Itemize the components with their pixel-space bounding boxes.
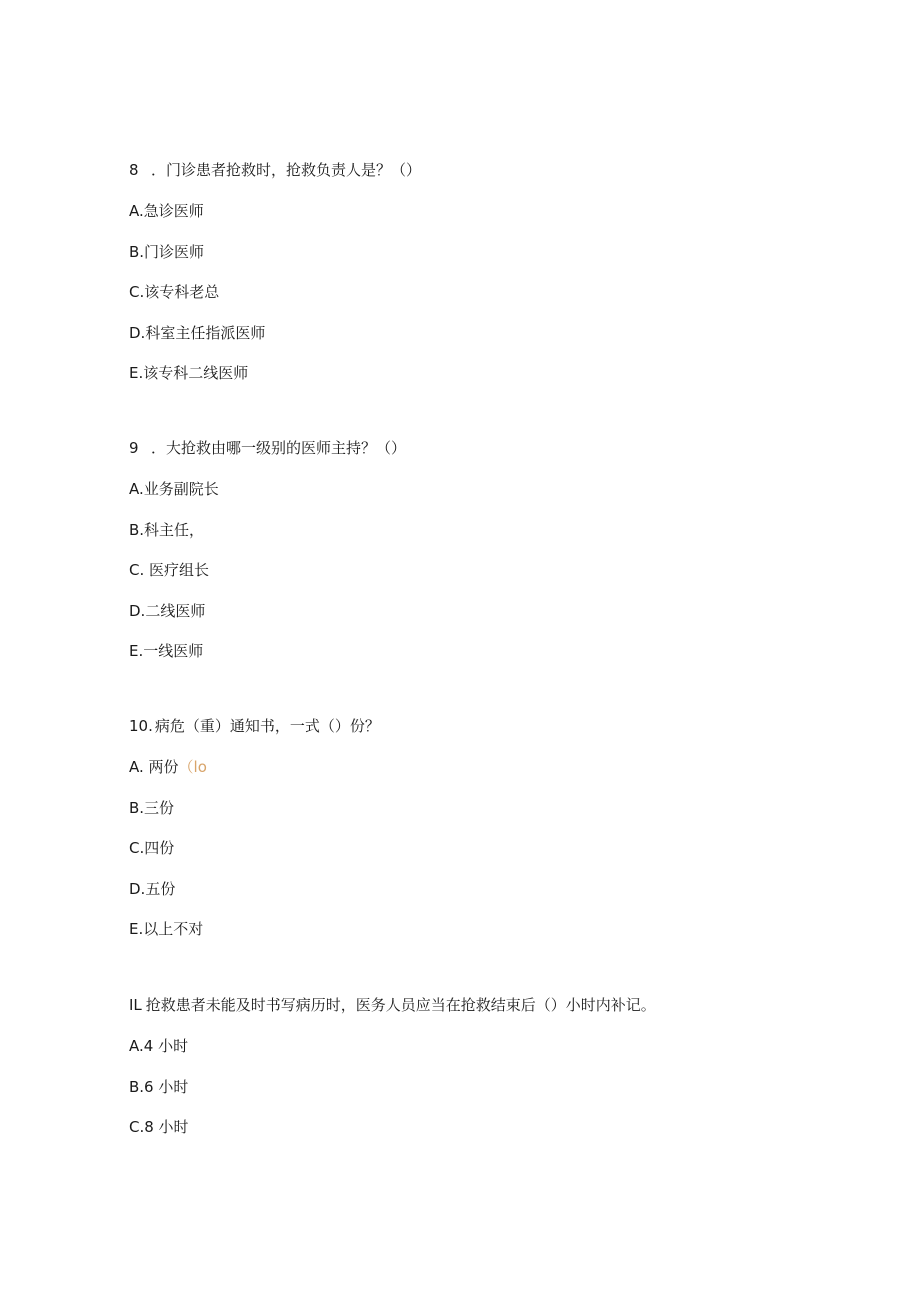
question-text: ．大抢救由哪一级别的医师主持？（） <box>151 439 407 457</box>
option-e: E.一线医师 <box>129 642 204 660</box>
question-number: 9 <box>129 439 139 457</box>
option-a-text: A. 两份 <box>129 758 179 776</box>
option-a <box>129 757 380 777</box>
option-a: A.业务副院长 <box>129 480 219 498</box>
option-c: C.该专科老总 <box>129 283 220 301</box>
option-d: D.二线医师 <box>129 601 206 620</box>
option-e: E.以上不对 <box>129 920 204 938</box>
option-a-faint-mark: （lo <box>178 758 207 776</box>
option-b: B.6 小时 <box>129 1077 189 1096</box>
option-b: B.门诊医师 <box>129 242 205 261</box>
question-text: 病危（重）通知书，一式（）份？ <box>154 717 380 735</box>
option-d: D.科室主任指派医师 <box>129 323 266 342</box>
question-number: 8 <box>129 161 139 179</box>
question-text: ．门诊患者抢救时，抢救负责人是？（） <box>151 161 422 179</box>
question-title <box>129 716 380 736</box>
option-a: A.4 小时 <box>129 1037 189 1055</box>
option-c: C. 医疗组长 <box>129 561 210 579</box>
question-title <box>129 995 656 1015</box>
option-a: A.急诊医师 <box>129 202 204 220</box>
question-title <box>129 160 421 180</box>
question-text: 抢救患者未能及时书写病历时，医务人员应当在抢救结束后（）小时内补记。 <box>145 996 656 1014</box>
question-number: 10. <box>129 717 153 735</box>
question-10 <box>129 716 380 939</box>
option-b: B.科主任， <box>129 520 205 539</box>
question-title <box>129 438 406 458</box>
question-9 <box>129 438 406 661</box>
option-d: D.五份 <box>129 879 176 898</box>
question-number: IL <box>129 996 142 1014</box>
option-b: B.三份 <box>129 798 175 817</box>
question-8 <box>129 160 421 383</box>
option-c: C.8 小时 <box>129 1118 189 1136</box>
option-c: C.四份 <box>129 839 175 857</box>
question-11 <box>129 995 656 1137</box>
option-e: E.该专科二线医师 <box>129 364 249 382</box>
